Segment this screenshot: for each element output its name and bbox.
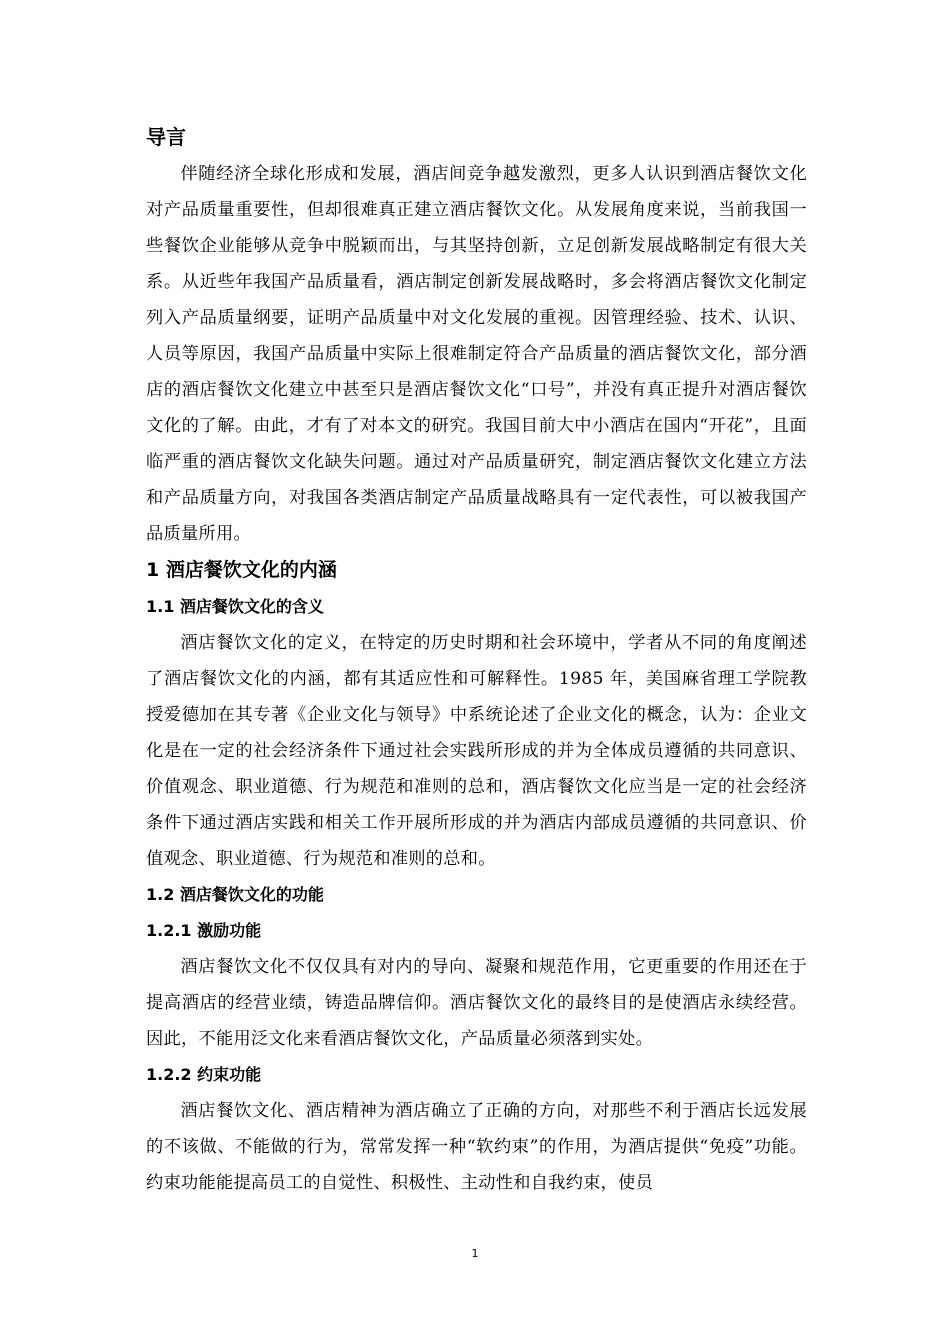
document-page — [146, 118, 807, 1201]
section-1-1-heading: 1.1 酒店餐饮文化的含义 — [146, 597, 324, 616]
intro-paragraph: 伴随经济全球化形成和发展，酒店间竞争越发激烈，更多人认识到酒店餐饮文化对产品质量重要性，但却很难真正建立酒店餐饮文化。从发展角度来说，当前我国一些餐饮企业能够从竞争中脱颖而出，与其坚持创新，立足创新发展战略制定有很大关系。从近些年我国产品质量看，酒店制定创新发展战略时，多会将酒店餐饮文化制定列入产品质量纲要，证明产品质量中对文化发展的重视。因管理经验、技术、认识、人员等原因，我国产品质量中实际上很难制定符合产品质量的酒店餐饮文化，部分酒店的酒店餐饮文化建立中甚至只是酒店餐饮文化“口号”，并没有真正提升对酒店餐饮文化的了解。由此，才有了对本文的研究。我国目前大中小酒店在国内“开花”，且面临严重的酒店餐饮文化缺失问题。通过对产品质量研究，制定酒店餐饮文化建立方法和产品质量方向，对我国各类酒店制定产品质量战略具有一定代表性，可以被我国产品质量所用。 — [146, 164, 807, 544]
section-1-2-1-paragraph: 酒店餐饮文化不仅仅具有对内的导向、凝聚和规范作用，它更重要的作用还在于提高酒店的经营业绩，铸造品牌信仰。酒店餐饮文化的最终目的是使酒店永续经营。因此，不能用泛文化来看酒店餐饮文化，产品质量必须落到实处。 — [146, 957, 807, 1049]
section-1-2-heading: 1.2 酒店餐饮文化的功能 — [146, 885, 324, 904]
intro-heading: 导言 — [146, 125, 186, 149]
section-1-2-1-heading: 1.2.1 激励功能 — [146, 921, 262, 940]
section-1-1-paragraph: 酒店餐饮文化的定义，在特定的历史时期和社会环境中，学者从不同的角度阐述了酒店餐饮文化的内涵，都有其适应性和可解释性。1985 年，美国麻省理工学院教授爱德加在其专著《企业文化与领导》中系统论述了企业文化的概念，认为：企业文化是在一定的社会经济条件下通过社会实践所形成的并为全体成员遵循的共同意识、价值观念、职业道德、行为规范和准则的总和，酒店餐饮文化应当是一定的社会经济条件下通过酒店实践和相关工作开展所形成的并为酒店内部成员遵循的共同意识、价值观念、职业道德、行为规范和准则的总和。 — [146, 633, 807, 869]
section-1-2-2-heading: 1.2.2 约束功能 — [146, 1065, 262, 1084]
section-1-2-2-paragraph: 酒店餐饮文化、酒店精神为酒店确立了正确的方向，对那些不利于酒店长远发展的不该做、不能做的行为，常常发挥一种“软约束”的作用，为酒店提供“免疫”功能。约束功能能提高员工的自觉性、积极性、主动性和自我约束，使员 — [146, 1101, 807, 1193]
section-1-heading: 1 酒店餐饮文化的内涵 — [146, 559, 337, 581]
page-number: 1 — [471, 1247, 479, 1260]
